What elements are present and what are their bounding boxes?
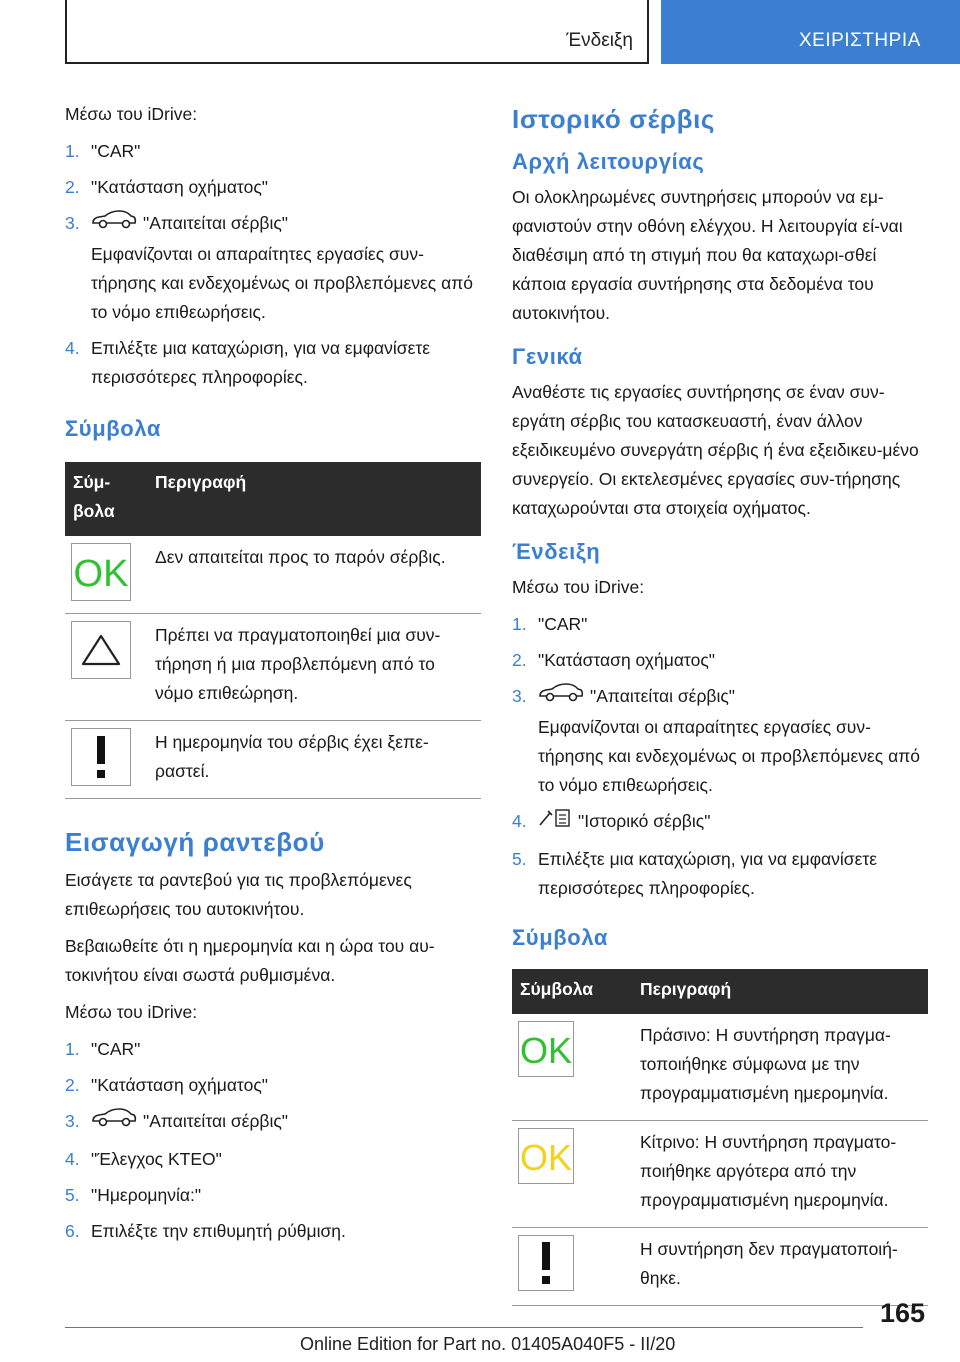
principle-heading: Αρχή λειτουργίας [512,149,705,174]
step-text: "Ιστορικό σέρβις" [578,811,711,832]
general-heading: Γενικά [512,344,583,369]
list-item [65,1145,481,1174]
car-service-icon [91,1107,137,1138]
step-text: "Έλεγχος ΚΤΕΟ" [91,1149,222,1169]
general-paragraph: Αναθέστε τις εργασίες συντήρησης σε έναν συν-εργάτη σέρβις του κατασκευαστή, έναν άλλον εξειδικευμένο συνεργάτη σέρβις ή ένα εξειδικευ-μένο συνεργείο. Οι εκτελεσμένες εργασίες συν-τήρησης καταχωρούνται στα στοιχεία οχήματος. [512,382,919,518]
symbol-desc: Κίτρινο: Η συντήρηση πραγματο-ποιήθηκε αργότερα από την προγραμματισμένη ημερομηνία. [632,1121,928,1228]
ok-yellow-icon [518,1128,574,1184]
step-number: 2. [65,1075,80,1095]
list-item [512,807,928,838]
col-symbol-header: Σύμβολα [512,969,632,1014]
history-symbols-heading: Σύμβολα [512,925,609,950]
ok-green-icon [71,543,131,601]
col-desc-header: Περιγραφή [147,462,481,536]
step-number: 1. [65,1039,80,1059]
step-text: "Κατάσταση οχήματος" [91,177,268,197]
step-text: "Κατάσταση οχήματος" [91,1075,268,1095]
step-number: 1. [65,141,80,161]
list-item [512,610,928,639]
col-symbol-header: Σύμ-βολα [65,462,147,536]
appointments-heading: Εισαγωγή ραντεβού [65,827,325,857]
table-row [65,721,481,799]
step-text: "Απαιτείται σέρβις" [143,213,289,234]
step-number: 2. [65,177,80,197]
step-text: "Ημερομηνία:" [91,1185,202,1205]
list-item [512,845,928,903]
svg-text:OK: OK [520,1030,572,1069]
exclamation-icon [71,728,131,786]
left-column [65,100,481,1253]
step-number: 5. [512,849,527,869]
step-text: "CAR" [538,614,588,634]
car-service-icon [538,682,584,713]
appointments-paragraph-1: Εισάγετε τα ραντεβού για τις προβλεπόμενες επιθεωρήσεις του αυτοκινήτου. [65,870,412,919]
step-number: 3. [65,213,80,233]
step-number: 2. [512,650,527,670]
header-chapter-title: ΧΕΙΡΙΣΤΗΡΙΑ [799,30,921,51]
header-chapter-tab [661,0,960,64]
list-item [65,1035,481,1064]
service-history-icon [538,807,572,838]
step-text: "Κατάσταση οχήματος" [538,650,715,670]
step-number: 6. [65,1221,80,1241]
display-intro: Μέσω του iDrive: [512,577,645,597]
symbols-table [65,462,481,799]
list-item [65,1107,481,1138]
col-desc-header: Περιγραφή [632,969,928,1014]
header-section-box [65,0,649,64]
step-text: "Απαιτείται σέρβις" [143,1111,289,1132]
symbol-desc: Πράσινο: Η συντήρηση πραγμα-τοποιήθηκε σύμφωνα με την προγραμματισμένη ημερομηνία. [632,1014,928,1121]
step-note: Εμφανίζονται οι απαραίτητες εργασίες συν-τήρησης και ενδεχομένως οι προβλεπόμενες από το νόμο επιθεωρήσεις. [538,717,921,795]
step-text: Επιλέξτε μια καταχώριση, για να εμφανίσετε περισσότερες πληροφορίες. [91,338,431,387]
service-steps-list [65,137,481,392]
principle-paragraph: Οι ολοκληρωμένες συντηρήσεις μπορούν να εμ-φανιστούν στην οθόνη ελέγχου. Η λειτουργία εί-ναι διαθέσιμη από τη στιγμή που θα καταχωρι-σθεί κάποια εργασία συντήρησης στα δεδομένα του αυτοκινήτου. [512,187,903,323]
table-row [512,1228,928,1306]
list-item [512,646,928,675]
history-heading: Ιστορικό σέρβις [512,104,716,134]
history-steps-list [512,610,928,903]
step-text: "Απαιτείται σέρβις" [590,686,736,707]
appointments-paragraph-2: Βεβαιωθείτε ότι η ημερομηνία και η ώρα του αυ-τοκινήτου είναι σωστά ρυθμισμένα. [65,936,435,985]
step-number: 3. [65,1111,80,1131]
ok-green-icon [518,1021,574,1077]
page-number: 165 [880,1298,926,1328]
list-item [65,1181,481,1210]
appointments-intro: Μέσω του iDrive: [65,1002,198,1022]
step-text: "CAR" [91,141,141,161]
list-item [65,1217,481,1246]
table-row [512,1121,928,1228]
step-number: 4. [65,338,80,358]
step-number: 5. [65,1185,80,1205]
step-number: 4. [65,1149,80,1169]
step-text: "CAR" [91,1039,141,1059]
table-row [512,1014,928,1121]
step-note: Εμφανίζονται οι απαραίτητες εργασίες συν-τήρησης και ενδεχομένως οι προβλεπόμενες από το νόμο επιθεωρήσεις. [91,244,474,322]
symbols-heading: Σύμβολα [65,416,162,441]
step-text: Επιλέξτε την επιθυμητή ρύθμιση. [91,1221,346,1241]
step-number: 4. [512,811,527,831]
step-number: 1. [512,614,527,634]
list-item [512,682,928,800]
right-column [512,100,928,1306]
header-section-title: Ένδειξη [566,30,633,51]
footer-edition: Online Edition for Part no. 01405A040F5 - II/20 [300,1334,676,1354]
symbol-desc: Δεν απαιτείται προς το παρόν σέρβις. [147,536,481,614]
display-heading: Ένδειξη [512,539,601,564]
svg-text:OK: OK [74,553,128,592]
appointment-steps-list [65,1035,481,1246]
exclamation-icon [518,1235,574,1291]
step-number: 3. [512,686,527,706]
symbol-desc: Πρέπει να πραγματοποιηθεί μια συν-τήρηση ή μια προβλεπόμενη από το νόμο επιθεώρηση. [147,614,481,721]
step-text: Επιλέξτε μια καταχώριση, για να εμφανίσετε περισσότερες πληροφορίες. [538,849,878,898]
list-item [65,137,481,166]
history-symbols-table [512,969,928,1306]
symbol-desc: Η συντήρηση δεν πραγματοποιή-θηκε. [632,1228,928,1306]
table-row [65,536,481,614]
list-item [65,334,481,392]
symbol-desc: Η ημερομηνία του σέρβις έχει ξεπε-ραστεί. [147,721,481,799]
list-item [65,173,481,202]
idrive-intro: Μέσω του iDrive: [65,104,198,124]
car-service-icon [91,209,137,240]
svg-text:OK: OK [520,1137,572,1176]
list-item [65,1071,481,1100]
footer-divider [65,1327,863,1328]
list-item [65,209,481,327]
table-row [65,614,481,721]
warning-triangle-icon [71,621,131,679]
